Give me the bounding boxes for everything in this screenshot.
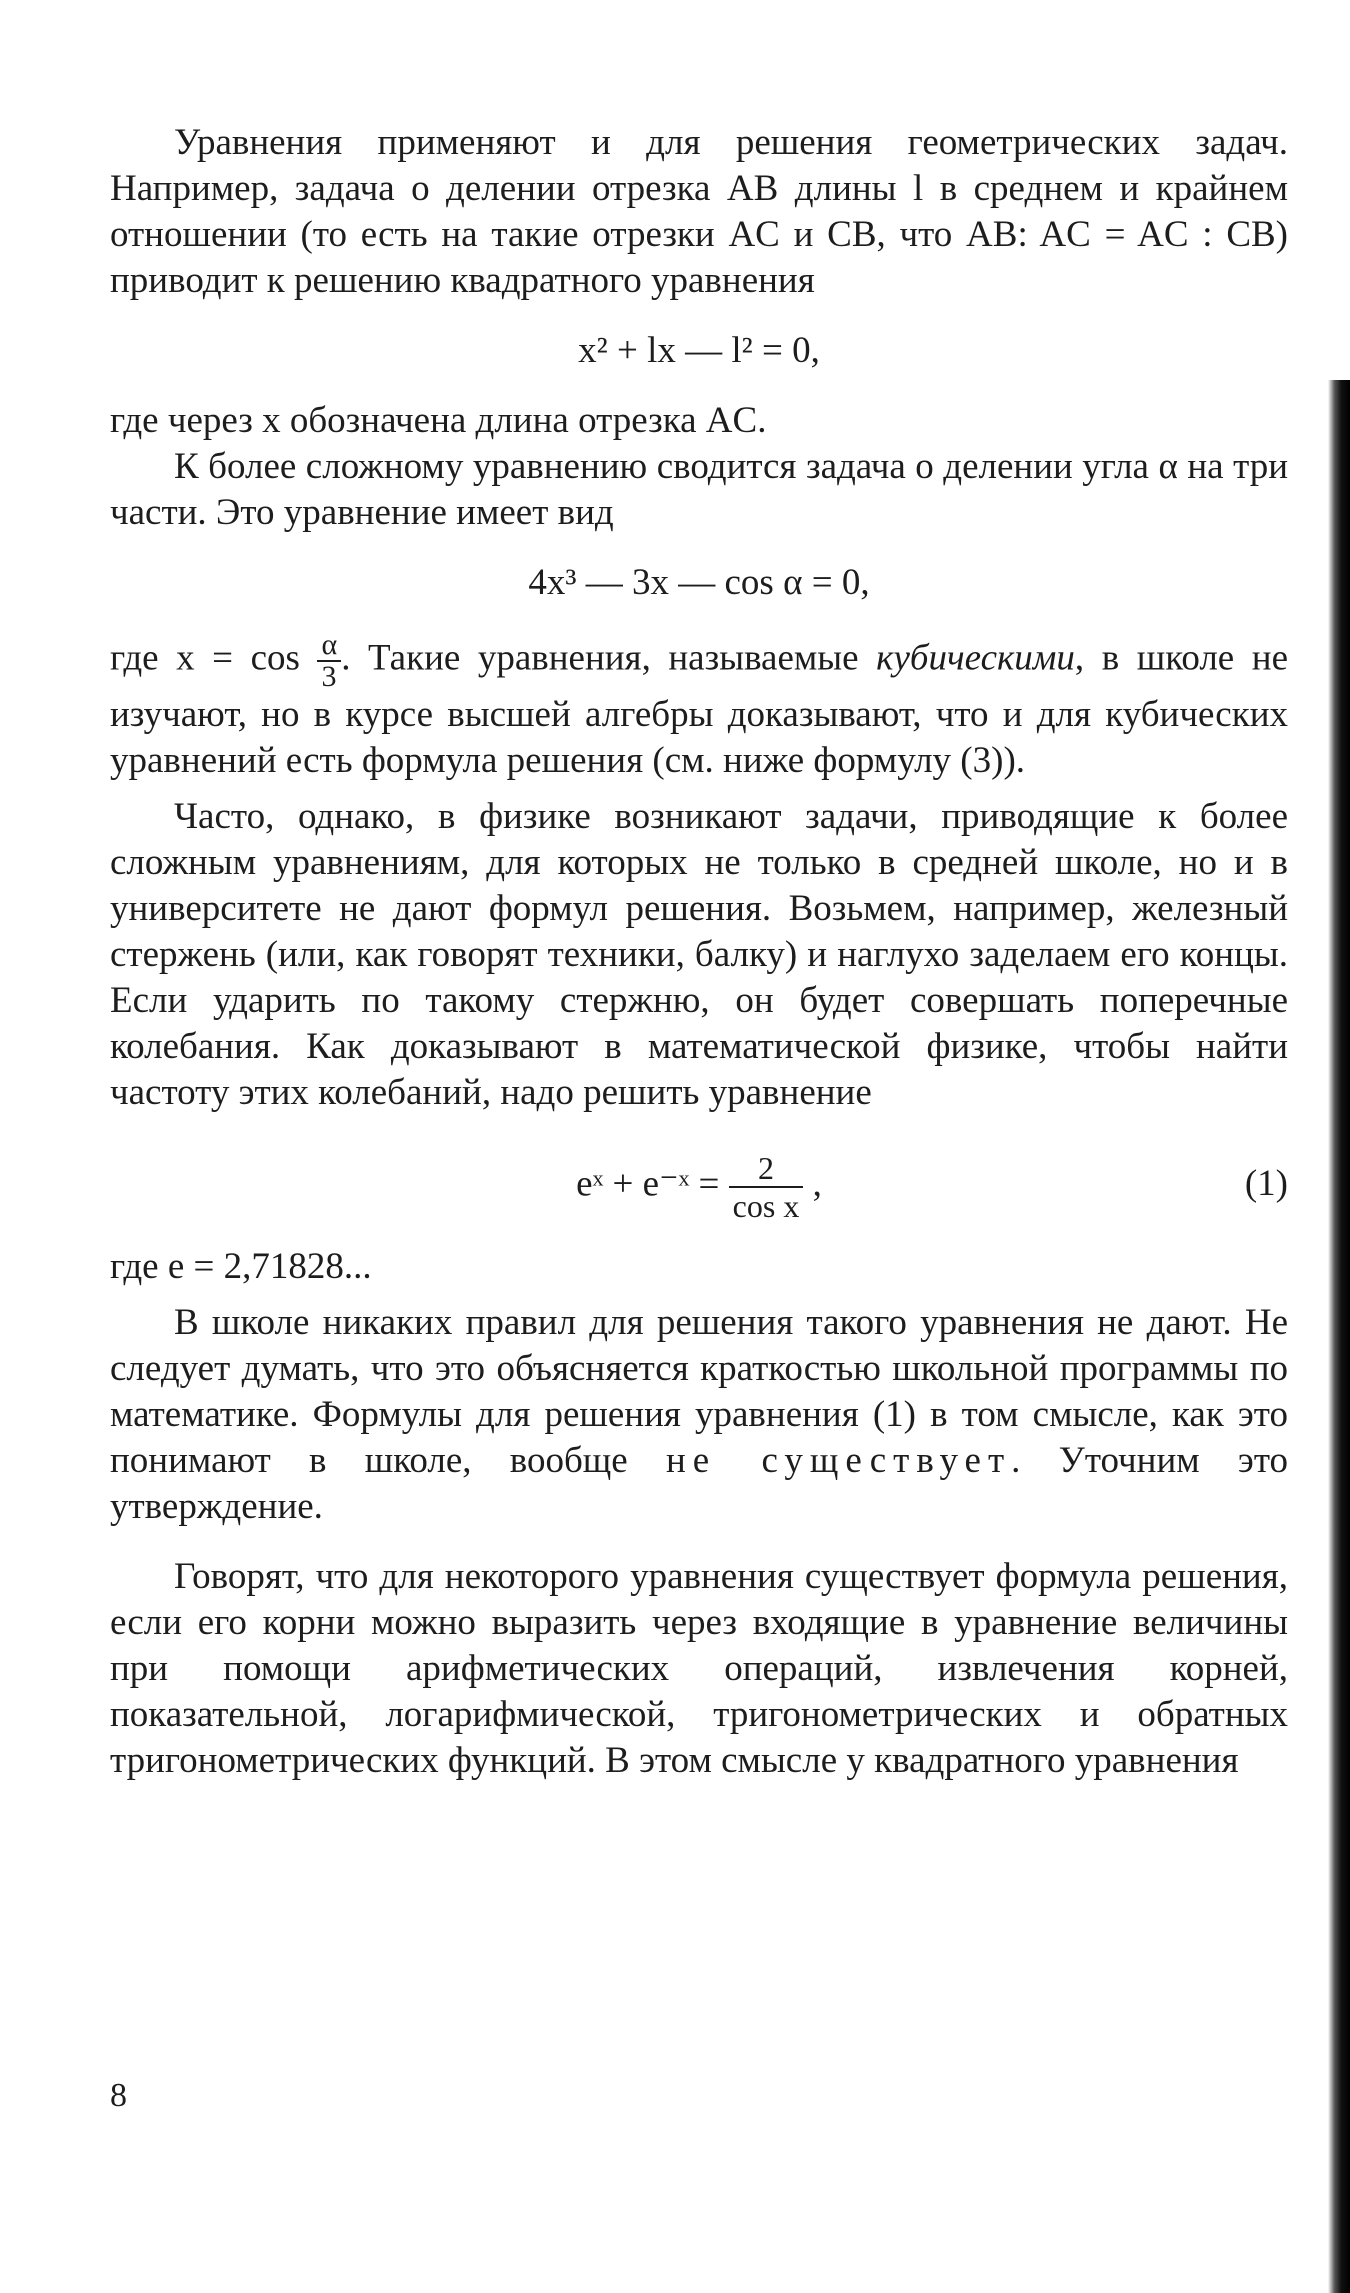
formula-exponential-body (110, 1150, 1288, 1224)
paragraph-1: Уравнения применяют и для решения геометрических задач. Например, задача о делении отрезка AB длины l в среднем и крайнем отношении (то есть на такие отрезки AC и CB, что AB: AC = AC : CB) приводит к решению квадратного уравнения (110, 122, 1288, 301)
paragraph-4 (110, 630, 1288, 784)
p4-tail: , в школе не изучают, но в курсе высшей алгебры доказывают, что и для кубических уравнений есть формула решения (см. ниже формулу (3)). (110, 637, 1288, 781)
fraction-denominator: 3 (321, 660, 337, 693)
paragraph-5: Часто, однако, в физике возникают задачи, приводящие к более сложным уравнениям, для которых не только в средней школе, но и в университете не дают формул решения. Возьмем, например, железный стержень (или, как говорят техники, балку) и наглухо заделаем его концы. Если ударить по такому стержню, он будет совершать поперечные колебания. Как доказывают в математической физике, чтобы найти частоту этих колебаний, надо решить уравнение (110, 796, 1288, 1113)
p4-lead: где x = cos (110, 637, 318, 679)
paragraph-3: К более сложному уравнению сводится задача о делении угла α на три части. Это уравнение имеет вид (110, 446, 1288, 533)
page-body (110, 120, 1288, 1784)
fraction-alpha-3 (317, 630, 341, 692)
paragraph-7 (110, 1300, 1288, 1530)
term-cubic: кубическими (876, 637, 1075, 679)
formula-left-side: eˣ + e⁻ˣ = (576, 1163, 729, 1205)
equation-number: (1) (1244, 1163, 1288, 1204)
fraction-2-cosx (729, 1150, 804, 1224)
formula-cubic: 4x³ — 3x — cos α = 0, (528, 562, 870, 603)
scan-edge-shadow (1328, 380, 1350, 2293)
fraction-denominator: cos x (732, 1188, 800, 1224)
paragraph-8: Говорят, что для некоторого уравнения существует формула решения, если его корни можно выразить через входящие в уравнение величины при помощи арифметических операций, извлечения корней, показательной, логарифмической, тригонометрических и обратных тригонометрических функций. В этом смысле у квадратного уравнения (110, 1556, 1288, 1781)
fraction-numerator: 2 (729, 1150, 804, 1188)
paragraph-2: где через x обозначена длина отрезка AC. (110, 400, 767, 441)
page-number: 8 (110, 2077, 127, 2114)
fraction-numerator: α (317, 630, 341, 662)
formula-comma: , (803, 1163, 822, 1205)
p4-middle: . Такие уравнения, называемые (341, 637, 877, 679)
formula-quadratic: x² + lx — l² = 0, (578, 330, 820, 371)
p7-lead: В школе никаких правил для решения такого уравнения не дают. Не следует думать, что это объясняется краткостью школьной программы по математике. Формулы для решения уравнения (1) в том смысле, как это понимают в школе, вообще (110, 1302, 1288, 1481)
formula-exponential (110, 1138, 1288, 1228)
emphasis-spaced: не существует (665, 1440, 1012, 1481)
p7-tail: . Уточним это утверждение. (110, 1440, 1288, 1527)
paragraph-6: где e = 2,71828... (110, 1246, 372, 1287)
